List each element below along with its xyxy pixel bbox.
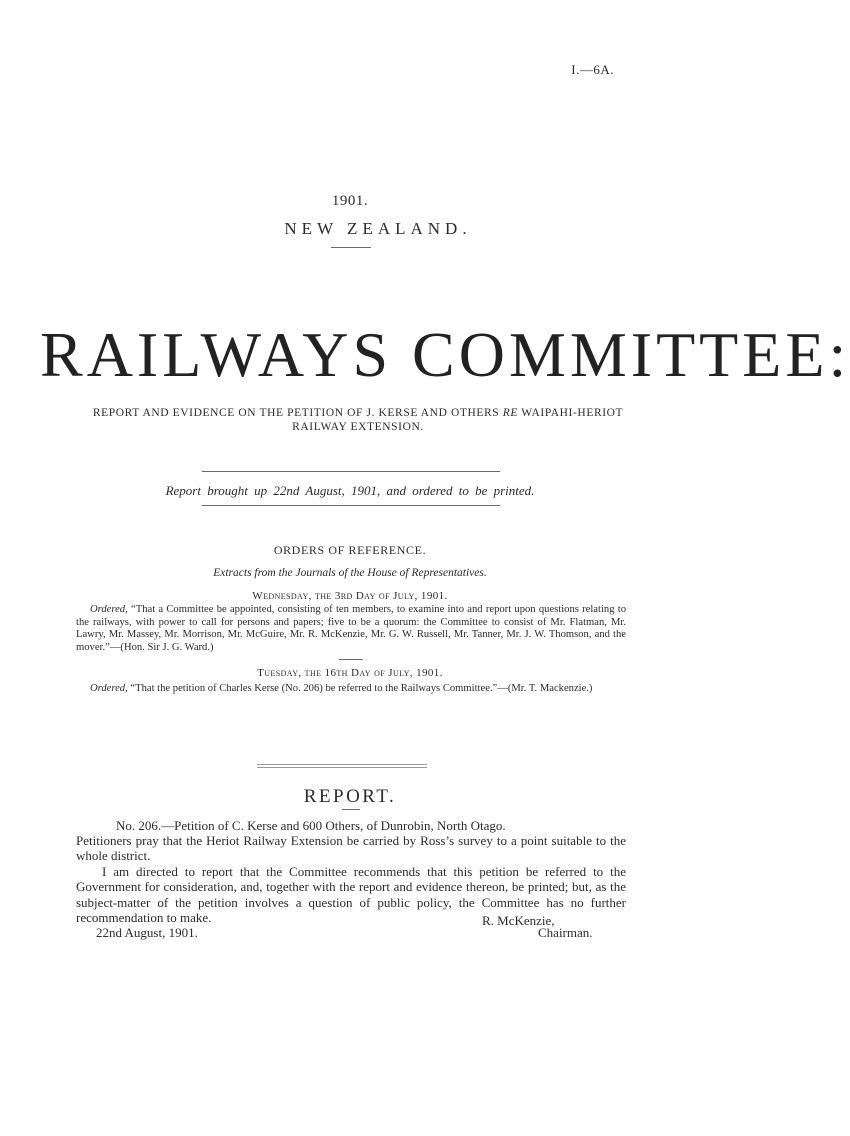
petition-title: No. 206.—Petition of C. Kerse and 600 Others, of Dunrobin, North Otago.	[116, 818, 506, 833]
ordered-label: Ordered,	[90, 683, 128, 694]
extracts-line: Extracts from the Journals of the House of Representatives.	[213, 567, 487, 579]
year-heading: 1901.	[331, 193, 369, 209]
page-reference: I.—6A.	[571, 62, 614, 77]
divider	[257, 767, 427, 768]
petition-body: Petitioners pray that the Heriot Railway Extension be carried by Ross’s survey to a point suitable to the whole district.	[76, 833, 626, 864]
divider	[339, 659, 363, 660]
report-body: I am directed to report that the Committee recommends that this petition be referred to the Government for consideration, and, together with the report and evidence thereon, be printed; but, as the subject-matter of the petition involves a question of public policy, the Committee has no further recommendation to make.	[76, 864, 626, 925]
subtitle-part: REPORT AND EVIDENCE ON THE PETITION OF J. KERSE AND OTHERS	[92, 407, 503, 419]
order-paragraph	[76, 683, 626, 696]
divider	[202, 505, 500, 506]
divider	[202, 471, 500, 472]
report-heading: REPORT.	[303, 786, 397, 807]
order-paragraph	[76, 604, 626, 654]
report-date: 22nd August, 1901.	[96, 925, 198, 940]
subtitle-part: WAIPAHI-HERIOT RAILWAY EXTENSION.	[292, 407, 624, 433]
chairman-name: R. McKenzie,	[482, 913, 555, 928]
ordered-label: Ordered,	[90, 604, 128, 615]
orders-of-reference-heading: ORDERS OF REFERENCE.	[273, 543, 427, 557]
order-text: “That a Committee be appointed, consisting of ten members, to examine into and report upon questions relating to the railways, with power to call for persons and papers; five to be a quorum: the Committee to consist of Mr. Flatman, Mr. Lawry, Mr. Massey, Mr. Morrison, Mr. McGuire, Mr. R. McKenzie, Mr. G. W. Russell, Mr. Tanner, Mr. J. W. Thomson, and the mover.”—(Hon. Sir J. G. Ward.)	[76, 604, 626, 653]
divider	[331, 247, 371, 248]
chairman-title: Chairman.	[538, 925, 593, 940]
subtitle-re: RE	[502, 407, 519, 419]
document-title: RAILWAYS COMMITTEE:	[40, 319, 850, 390]
brought-up-note: Report brought up 22nd August, 1901, and ordered to be printed.	[165, 483, 535, 498]
order-date: Wednesday, the 3rd Day of July, 1901.	[252, 590, 448, 602]
country-heading: NEW ZEALAND.	[284, 219, 472, 238]
document-subtitle	[78, 406, 638, 434]
order-date: Tuesday, the 16th Day of July, 1901.	[257, 667, 443, 679]
divider	[257, 764, 427, 765]
divider	[342, 809, 360, 810]
order-text: “That the petition of Charles Kerse (No. 206) be referred to the Railways Committee.”—(Mr. T. Mackenzie.)	[127, 683, 593, 694]
